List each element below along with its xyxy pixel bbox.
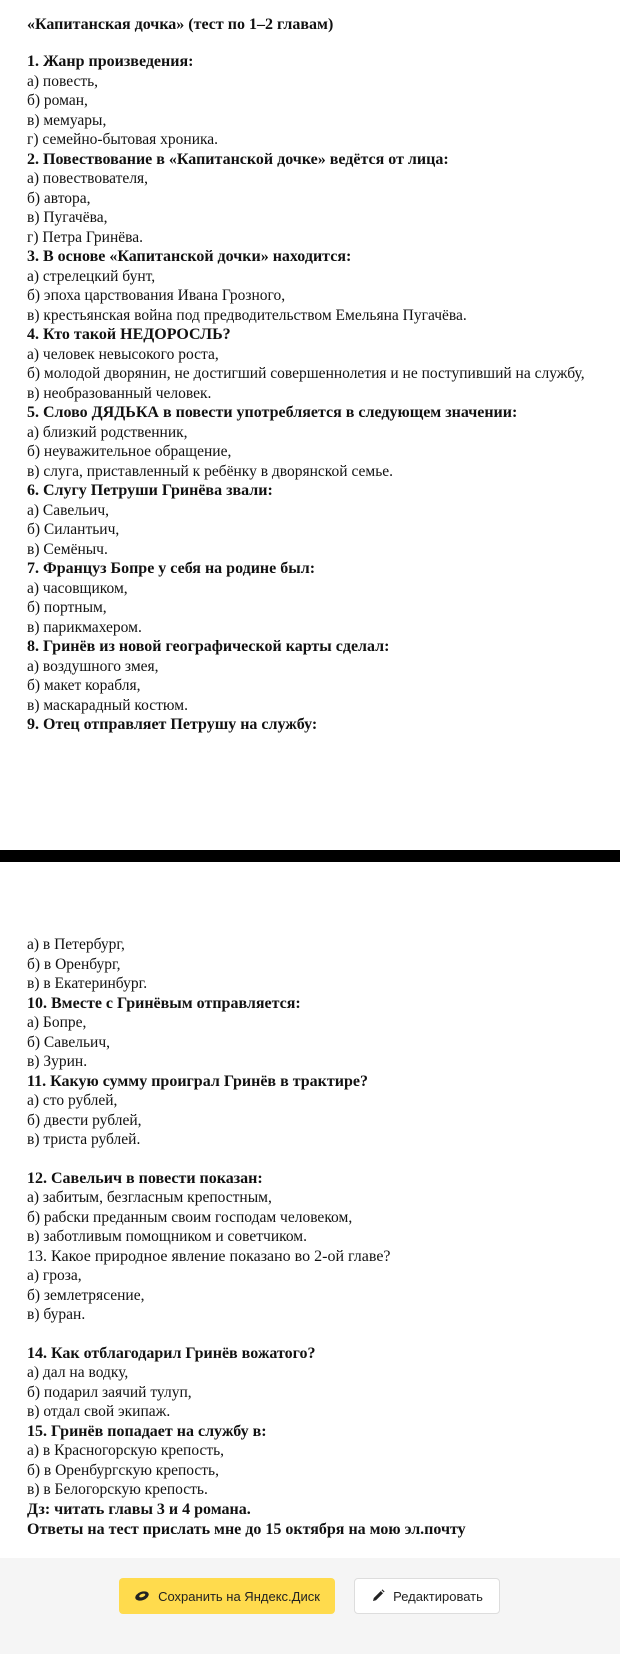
homework-note: Дз: читать главы 3 и 4 романа. bbox=[27, 1500, 251, 1518]
question-heading: 14. Как отблагодарил Гринёв вожатого? bbox=[27, 1344, 316, 1362]
answer-option: в) отдал свой экипаж. bbox=[27, 1403, 171, 1420]
answer-option: а) повесть, bbox=[27, 72, 99, 90]
question-heading: 11. Какую сумму проиграл Гринёв в трактире? bbox=[27, 1072, 368, 1090]
question-heading: 2. Повествование в «Капитанской дочке» ведётся от лица: bbox=[27, 150, 449, 168]
answer-option: в) в Екатеринбург. bbox=[27, 975, 148, 992]
answer-option: в) мемуары, bbox=[27, 111, 107, 129]
answer-option: г) семейно-бытовая хроника. bbox=[27, 131, 219, 148]
answer-option: в) необразованный человек. bbox=[27, 384, 212, 402]
yandex-disk-icon bbox=[134, 1590, 150, 1602]
save-button-label: Сохранить на Яндекс.Диск bbox=[158, 1588, 320, 1604]
answer-option: а) стрелецкий бунт, bbox=[27, 267, 156, 285]
answer-option: б) неуважительное обращение, bbox=[27, 443, 232, 460]
answer-option: б) макет корабля, bbox=[27, 677, 141, 694]
question-heading: 8. Гринёв из новой географической карты сделал: bbox=[27, 638, 390, 655]
edit-button-label: Редактировать bbox=[393, 1588, 483, 1604]
question-heading: 10. Вместе с Гринёвым отправляется: bbox=[27, 994, 301, 1012]
answer-option: а) в Красногорскую крепость, bbox=[27, 1442, 225, 1459]
spacer bbox=[27, 1325, 600, 1344]
save-to-yandex-disk-button[interactable] bbox=[119, 1578, 335, 1614]
page-1-content bbox=[27, 52, 600, 735]
answer-option: б) рабски преданным своим господам человеком, bbox=[27, 1208, 353, 1226]
answer-option: б) портным, bbox=[27, 599, 107, 616]
answer-option: а) в Петербург, bbox=[27, 936, 125, 953]
answer-option: а) Бопре, bbox=[27, 1014, 87, 1031]
question-heading: 6. Слугу Петруши Гринёва звали: bbox=[27, 482, 273, 499]
answer-option: б) землетрясение, bbox=[27, 1286, 145, 1304]
answer-option: а) человек невысокого роста, bbox=[27, 345, 219, 363]
answer-option: в) крестьянская война под предводительством Емельяна Пугачёва. bbox=[27, 306, 467, 324]
question-heading: 12. Савельич в повести показан: bbox=[27, 1169, 263, 1187]
answer-option: а) часовщиком, bbox=[27, 579, 128, 597]
answer-option: в) Зурин. bbox=[27, 1053, 88, 1070]
answer-option: в) заботливым помощником и советчиком. bbox=[27, 1228, 307, 1245]
question-heading: 7. Француз Бопре у себя на родине был: bbox=[27, 560, 316, 577]
page-2-content bbox=[27, 935, 600, 1540]
answer-option: в) в Белогорскую крепость. bbox=[27, 1481, 208, 1498]
document-page-2 bbox=[0, 862, 620, 1558]
question-heading: 4. Кто такой НЕДОРОСЛЬ? bbox=[27, 326, 231, 343]
answer-option: в) маскарадный костюм. bbox=[27, 696, 188, 714]
document-title: «Капитанская дочка» (тест по 1–2 главам) bbox=[27, 16, 334, 33]
answer-option: б) подарил заячий тулуп, bbox=[27, 1383, 192, 1401]
answer-option: в) Пугачёва, bbox=[27, 209, 108, 226]
question-heading: 9. Отец отправляет Петрушу на службу: bbox=[27, 716, 318, 733]
question-heading: 3. В основе «Капитанской дочки» находится: bbox=[27, 248, 352, 265]
answer-option: в) парикмахером. bbox=[27, 618, 142, 636]
answer-option: б) Силантьич, bbox=[27, 521, 120, 538]
page-separator bbox=[0, 850, 620, 862]
question-heading: 5. Слово ДЯДЬКА в повести употребляется в следующем значении: bbox=[27, 404, 518, 421]
answer-option: б) в Оренбургскую крепость, bbox=[27, 1461, 219, 1479]
answer-option: б) роман, bbox=[27, 92, 88, 109]
answer-option: а) сто рублей, bbox=[27, 1092, 118, 1109]
answer-option: а) близкий родственник, bbox=[27, 423, 188, 441]
answer-option: а) Савельич, bbox=[27, 501, 110, 519]
spacer bbox=[27, 1150, 600, 1169]
answer-option: в) буран. bbox=[27, 1306, 86, 1323]
answer-option: в) Семёныч. bbox=[27, 540, 108, 558]
answer-option: а) воздушного змея, bbox=[27, 657, 159, 675]
answer-option: а) дал на водку, bbox=[27, 1364, 129, 1381]
answer-option: б) двести рублей, bbox=[27, 1111, 142, 1129]
answer-option: в) слуга, приставленный к ребёнку в дворянской семье. bbox=[27, 462, 394, 480]
question-heading: 13. Какое природное явление показано во 2-ой главе? bbox=[27, 1247, 391, 1265]
answer-option: б) автора, bbox=[27, 189, 91, 207]
answer-option: б) в Оренбург, bbox=[27, 955, 121, 973]
answer-option: б) эпоха царствования Ивана Грозного, bbox=[27, 287, 286, 304]
answer-option: а) гроза, bbox=[27, 1267, 82, 1284]
question-heading: 15. Гринёв попадает на службу в: bbox=[27, 1422, 267, 1440]
answer-option: г) Петра Гринёва. bbox=[27, 228, 144, 246]
bottom-toolbar bbox=[0, 1558, 620, 1654]
question-heading: 1. Жанр произведения: bbox=[27, 53, 194, 70]
homework-note: Ответы на тест прислать мне до 15 октября на мою эл.почту bbox=[27, 1520, 466, 1538]
answer-option: б) Савельич, bbox=[27, 1033, 111, 1051]
pencil-icon bbox=[371, 1589, 385, 1603]
answer-option: в) триста рублей. bbox=[27, 1131, 141, 1148]
edit-button[interactable] bbox=[354, 1578, 500, 1614]
answer-option: б) молодой дворянин, не достигший совершеннолетия и не поступивший на службу, bbox=[27, 365, 585, 382]
answer-option: а) повествователя, bbox=[27, 170, 149, 187]
answer-option: а) забитым, безгласным крепостным, bbox=[27, 1189, 272, 1206]
